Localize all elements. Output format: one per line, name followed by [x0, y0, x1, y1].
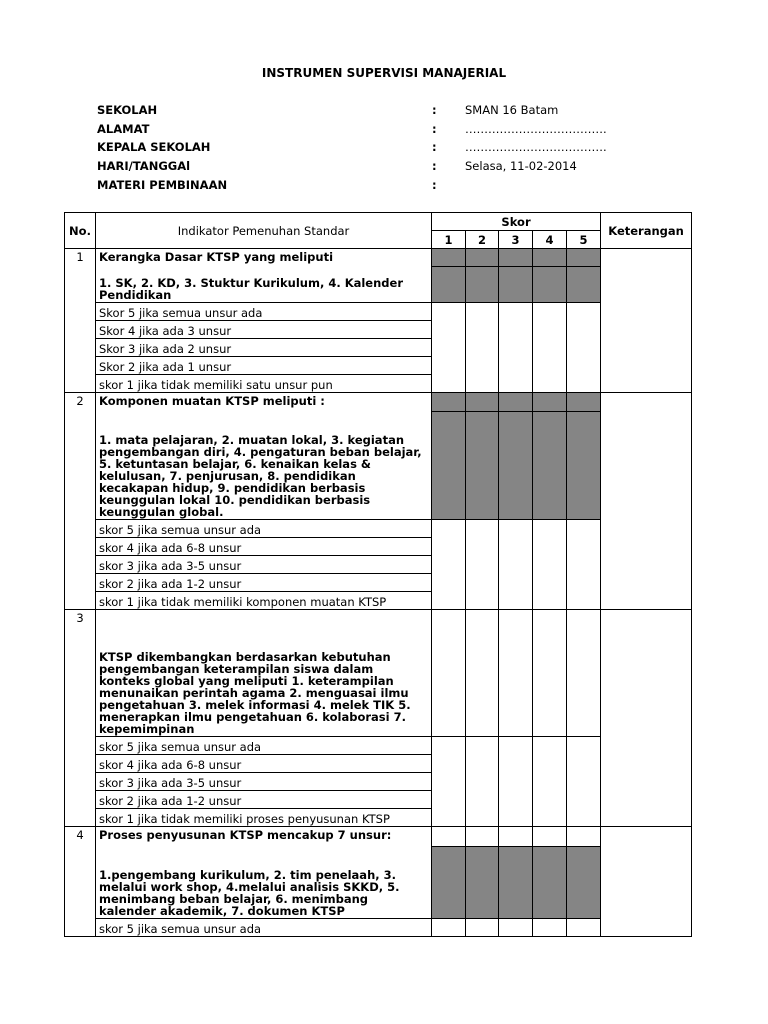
score-cell[interactable] [567, 847, 601, 919]
score-criterion: skor 2 jika ada 1-2 unsur [96, 791, 432, 809]
score-cell[interactable] [567, 303, 601, 393]
header-row-kepala-sekolah [97, 140, 617, 158]
section-heading: Kerangka Dasar KTSP yang meliputi [96, 249, 432, 267]
score-cell[interactable] [499, 249, 533, 267]
header-value: ………………………………. [465, 140, 607, 154]
header-value: Selasa, 11-02-2014 [465, 159, 577, 173]
header-label: ALAMAT [97, 122, 150, 136]
score-cell[interactable] [533, 610, 567, 737]
score-criterion: skor 3 jika ada 3-5 unsur [96, 556, 432, 574]
score-cell[interactable] [533, 393, 567, 412]
score-criterion: skor 5 jika semua unsur ada [96, 520, 432, 538]
score-cell[interactable] [466, 919, 499, 937]
page-title: INSTRUMEN SUPERVISI MANAJERIAL [261, 66, 507, 80]
score-cell[interactable] [533, 520, 567, 610]
score-cell[interactable] [466, 847, 499, 919]
score-cell[interactable] [499, 303, 533, 393]
score-criterion: Skor 5 jika semua unsur ada [96, 303, 432, 321]
score-cell[interactable] [499, 919, 533, 937]
score-cell[interactable] [499, 412, 533, 520]
keterangan-cell[interactable] [601, 249, 692, 393]
score-criterion: Skor 3 jika ada 2 unsur [96, 339, 432, 357]
header-row-materi [97, 178, 617, 196]
score-cell[interactable] [499, 827, 533, 847]
score-cell[interactable] [499, 737, 533, 827]
header-value: SMAN 16 Batam [465, 103, 559, 117]
score-cell[interactable] [533, 249, 567, 267]
score-cell[interactable] [466, 303, 499, 393]
section-heading: Proses penyusunan KTSP mencakup 7 unsur: [96, 827, 432, 847]
keterangan-cell[interactable] [601, 393, 692, 610]
score-criterion: skor 5 jika semua unsur ada [96, 919, 432, 937]
score-criterion: skor 2 jika ada 1-2 unsur [96, 574, 432, 592]
score-cell[interactable] [432, 393, 466, 412]
row-no: 4 [65, 827, 96, 937]
score-cell[interactable] [466, 737, 499, 827]
score-cell[interactable] [567, 520, 601, 610]
score-cell[interactable] [533, 303, 567, 393]
section-detail: KTSP dikembangkan berdasarkan kebutuhan pengembangan keterampilan siswa dalam konteks global yang meliputi 1. keterampilan menunaikan perintah agama 2. menguasai ilmu pengetahuan 3. melek informasi 4. melek TIK 5. menerapkan ilmu pengetahuan 6. kolaborasi 7. kepemimpinan [96, 610, 432, 737]
score-cell[interactable] [466, 267, 499, 303]
score-cell[interactable] [432, 249, 466, 267]
score-cell[interactable] [499, 393, 533, 412]
skor-col-4: 4 [533, 231, 567, 249]
keterangan-cell[interactable] [601, 610, 692, 827]
score-cell[interactable] [466, 249, 499, 267]
score-cell[interactable] [466, 520, 499, 610]
header-colon: : [432, 122, 437, 136]
score-criterion: Skor 2 jika ada 1 unsur [96, 357, 432, 375]
score-cell[interactable] [567, 267, 601, 303]
header-label: MATERI PEMBINAAN [97, 178, 228, 192]
score-cell[interactable] [533, 412, 567, 520]
score-criterion: Skor 4 jika ada 3 unsur [96, 321, 432, 339]
col-header-indikator: Indikator Pemenuhan Standar [96, 213, 432, 249]
score-cell[interactable] [567, 919, 601, 937]
header-colon: : [432, 178, 437, 192]
col-header-no: No. [65, 213, 96, 249]
header-label: HARI/TANGGAl [97, 159, 191, 173]
section-heading: Komponen muatan KTSP meliputi : [96, 393, 432, 412]
header-value: ………………………………. [465, 122, 607, 136]
col-header-keterangan: Keterangan [601, 213, 692, 249]
score-cell[interactable] [567, 827, 601, 847]
score-criterion: skor 3 jika ada 3-5 unsur [96, 773, 432, 791]
score-cell[interactable] [466, 412, 499, 520]
header-colon: : [432, 140, 437, 154]
score-criterion: skor 1 jika tidak memiliki proses penyusunan KTSP [96, 809, 432, 827]
skor-col-2: 2 [466, 231, 499, 249]
skor-col-3: 3 [499, 231, 533, 249]
score-cell[interactable] [567, 412, 601, 520]
supervision-table [64, 212, 692, 937]
section-detail: 1. SK, 2. KD, 3. Stuktur Kurikulum, 4. Kalender Pendidikan [96, 267, 432, 303]
header-row-hari-tanggal [97, 159, 617, 177]
skor-col-5: 5 [567, 231, 601, 249]
section-detail: 1. mata pelajaran, 2. muatan lokal, 3. kegiatan pengembangan diri, 4. pengaturan beban belajar, 5. ketuntasan belajar, 6. kenaikan kelas & kelulusan, 7. penjurusan, 8. pendidikan kecakapan hidup, 9. pendidikan berbasis keunggulan lokal 10. pendidikan berbasis keunggulan global. [96, 412, 432, 520]
score-cell[interactable] [432, 610, 466, 737]
header-label: KEPALA SEKOLAH [97, 140, 211, 154]
score-cell[interactable] [432, 737, 466, 827]
score-cell[interactable] [432, 303, 466, 393]
score-cell[interactable] [567, 737, 601, 827]
score-criterion: skor 1 jika tidak memiliki komponen muatan KTSP [96, 592, 432, 610]
header-colon: : [432, 103, 437, 117]
score-cell[interactable] [533, 847, 567, 919]
row-no: 1 [65, 249, 96, 393]
score-criterion: skor 1 jika tidak memiliki satu unsur pun [96, 375, 432, 393]
score-cell[interactable] [567, 610, 601, 737]
score-cell[interactable] [499, 847, 533, 919]
row-no: 2 [65, 393, 96, 610]
col-header-skor: Skor [432, 213, 601, 231]
header-row-alamat [97, 122, 617, 140]
score-cell[interactable] [499, 267, 533, 303]
score-cell[interactable] [432, 847, 466, 919]
row-no: 3 [65, 610, 96, 827]
score-criterion: skor 4 jika ada 6-8 unsur [96, 538, 432, 556]
score-cell[interactable] [533, 267, 567, 303]
header-label: SEKOLAH [97, 103, 158, 117]
section-detail: 1.pengembang kurikulum, 2. tim penelaah, 3. melalui work shop, 4.melalui analisis SKKD, 5. menimbang beban belajar, 6. menimbang kalender akademik, 7. dokumen KTSP [96, 847, 432, 919]
score-cell[interactable] [432, 919, 466, 937]
score-cell[interactable] [466, 827, 499, 847]
score-cell[interactable] [533, 919, 567, 937]
score-cell[interactable] [466, 610, 499, 737]
score-cell[interactable] [499, 610, 533, 737]
header-colon: : [432, 159, 437, 173]
keterangan-cell[interactable] [601, 827, 692, 937]
score-cell[interactable] [432, 412, 466, 520]
score-cell[interactable] [533, 827, 567, 847]
score-cell[interactable] [432, 827, 466, 847]
score-cell[interactable] [567, 393, 601, 412]
score-cell[interactable] [533, 737, 567, 827]
score-cell[interactable] [432, 267, 466, 303]
score-cell[interactable] [499, 520, 533, 610]
score-cell[interactable] [567, 249, 601, 267]
score-criterion: skor 5 jika semua unsur ada [96, 737, 432, 755]
skor-col-1: 1 [432, 231, 466, 249]
score-cell[interactable] [432, 520, 466, 610]
header-row-sekolah [97, 103, 617, 121]
score-criterion: skor 4 jika ada 6-8 unsur [96, 755, 432, 773]
score-cell[interactable] [466, 393, 499, 412]
